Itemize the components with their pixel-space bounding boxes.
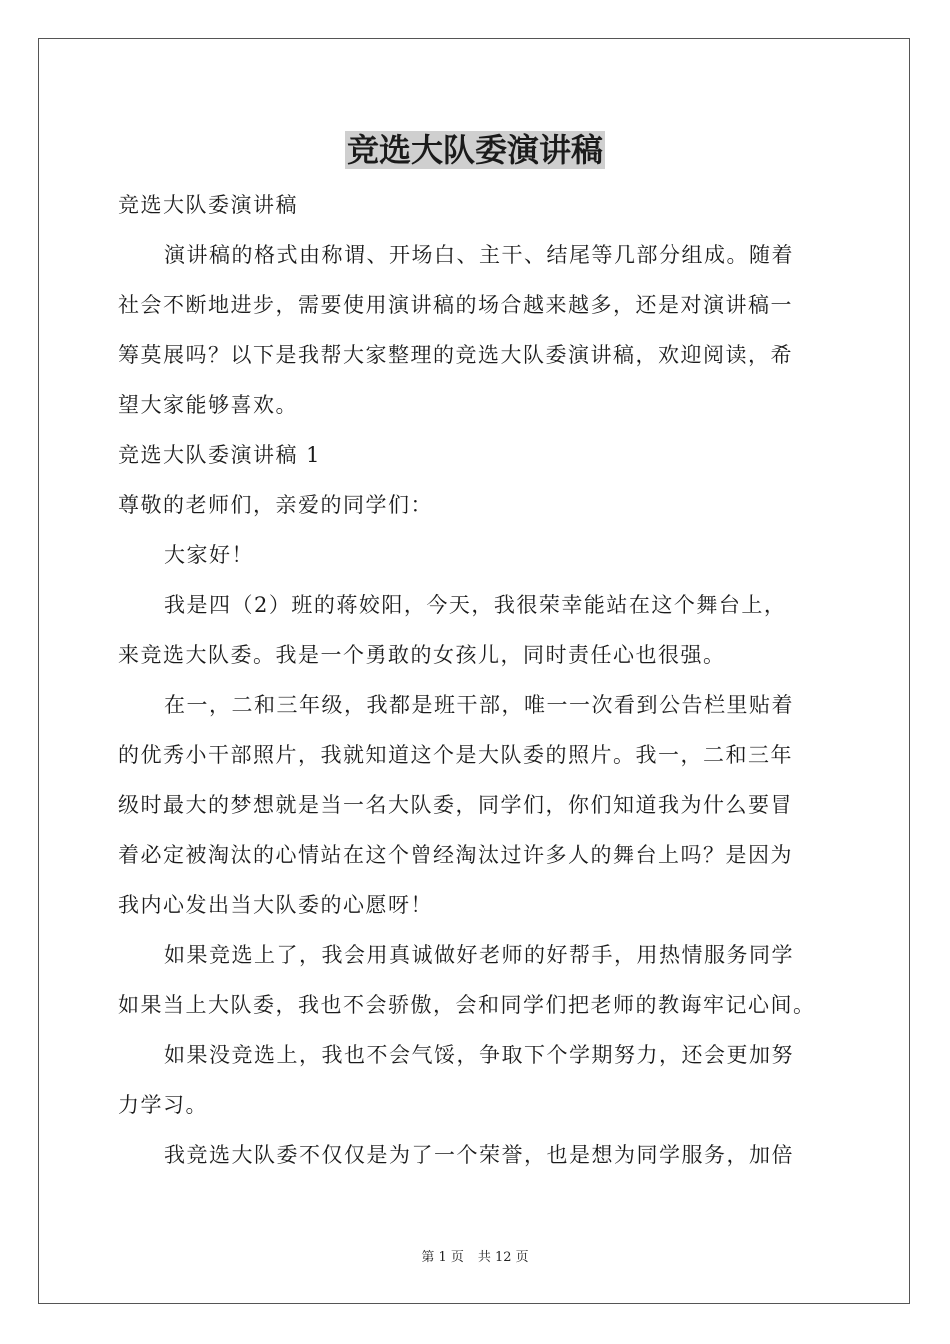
page-number: 第 1 页	[421, 1250, 464, 1265]
page-total: 共 12 页	[477, 1250, 529, 1265]
body-line: 我内心发出当大队委的心愿呀！	[118, 893, 433, 917]
body-line: 级时最大的梦想就是当一名大队委，同学们，你们知道我为什么要冒	[118, 793, 793, 817]
body-line: 如果当上大队委，我也不会骄傲，会和同学们把老师的教诲牢记心间。	[118, 993, 816, 1017]
body-line: 着必定被淘汰的心情站在这个曾经淘汰过许多人的舞台上吗？是因为	[118, 843, 793, 867]
body-line: 来竞选大队委。我是一个勇敢的女孩儿，同时责任心也很强。	[118, 643, 726, 667]
body-line: 演讲稿的格式由称谓、开场白、主干、结尾等几部分组成。随着	[164, 243, 794, 267]
body-line: 的优秀小干部照片，我就知道这个是大队委的照片。我一，二和三年	[118, 743, 793, 767]
body-line: 我是四（2）班的蒋姣阳，今天，我很荣幸能站在这个舞台上，	[164, 593, 787, 617]
body-line: 望大家能够喜欢。	[118, 393, 298, 417]
body-line: 社会不断地进步，需要使用演讲稿的场合越来越多，还是对演讲稿一	[118, 293, 793, 317]
body-line: 在一，二和三年级，我都是班干部，唯一一次看到公告栏里贴着	[164, 693, 794, 717]
document-body	[118, 180, 838, 1180]
page-footer	[0, 1246, 950, 1265]
body-line: 大家好！	[164, 543, 254, 567]
document-title-text: 竞选大队委演讲稿	[346, 131, 603, 169]
body-line: 竞选大队委演讲稿	[118, 193, 298, 217]
body-line: 我竞选大队委不仅仅是为了一个荣誉，也是想为同学服务，加倍	[164, 1143, 794, 1167]
body-line: 力学习。	[118, 1093, 208, 1117]
body-line: 如果竞选上了，我会用真诚做好老师的好帮手，用热情服务同学	[164, 943, 794, 967]
body-line: 筹莫展吗？以下是我帮大家整理的竞选大队委演讲稿，欢迎阅读，希	[118, 343, 793, 367]
body-line: 尊敬的老师们，亲爱的同学们：	[118, 493, 433, 517]
body-line: 如果没竞选上，我也不会气馁，争取下个学期努力，还会更加努	[164, 1043, 794, 1067]
body-line: 竞选大队委演讲稿 1	[118, 443, 322, 467]
document-title	[0, 128, 950, 172]
